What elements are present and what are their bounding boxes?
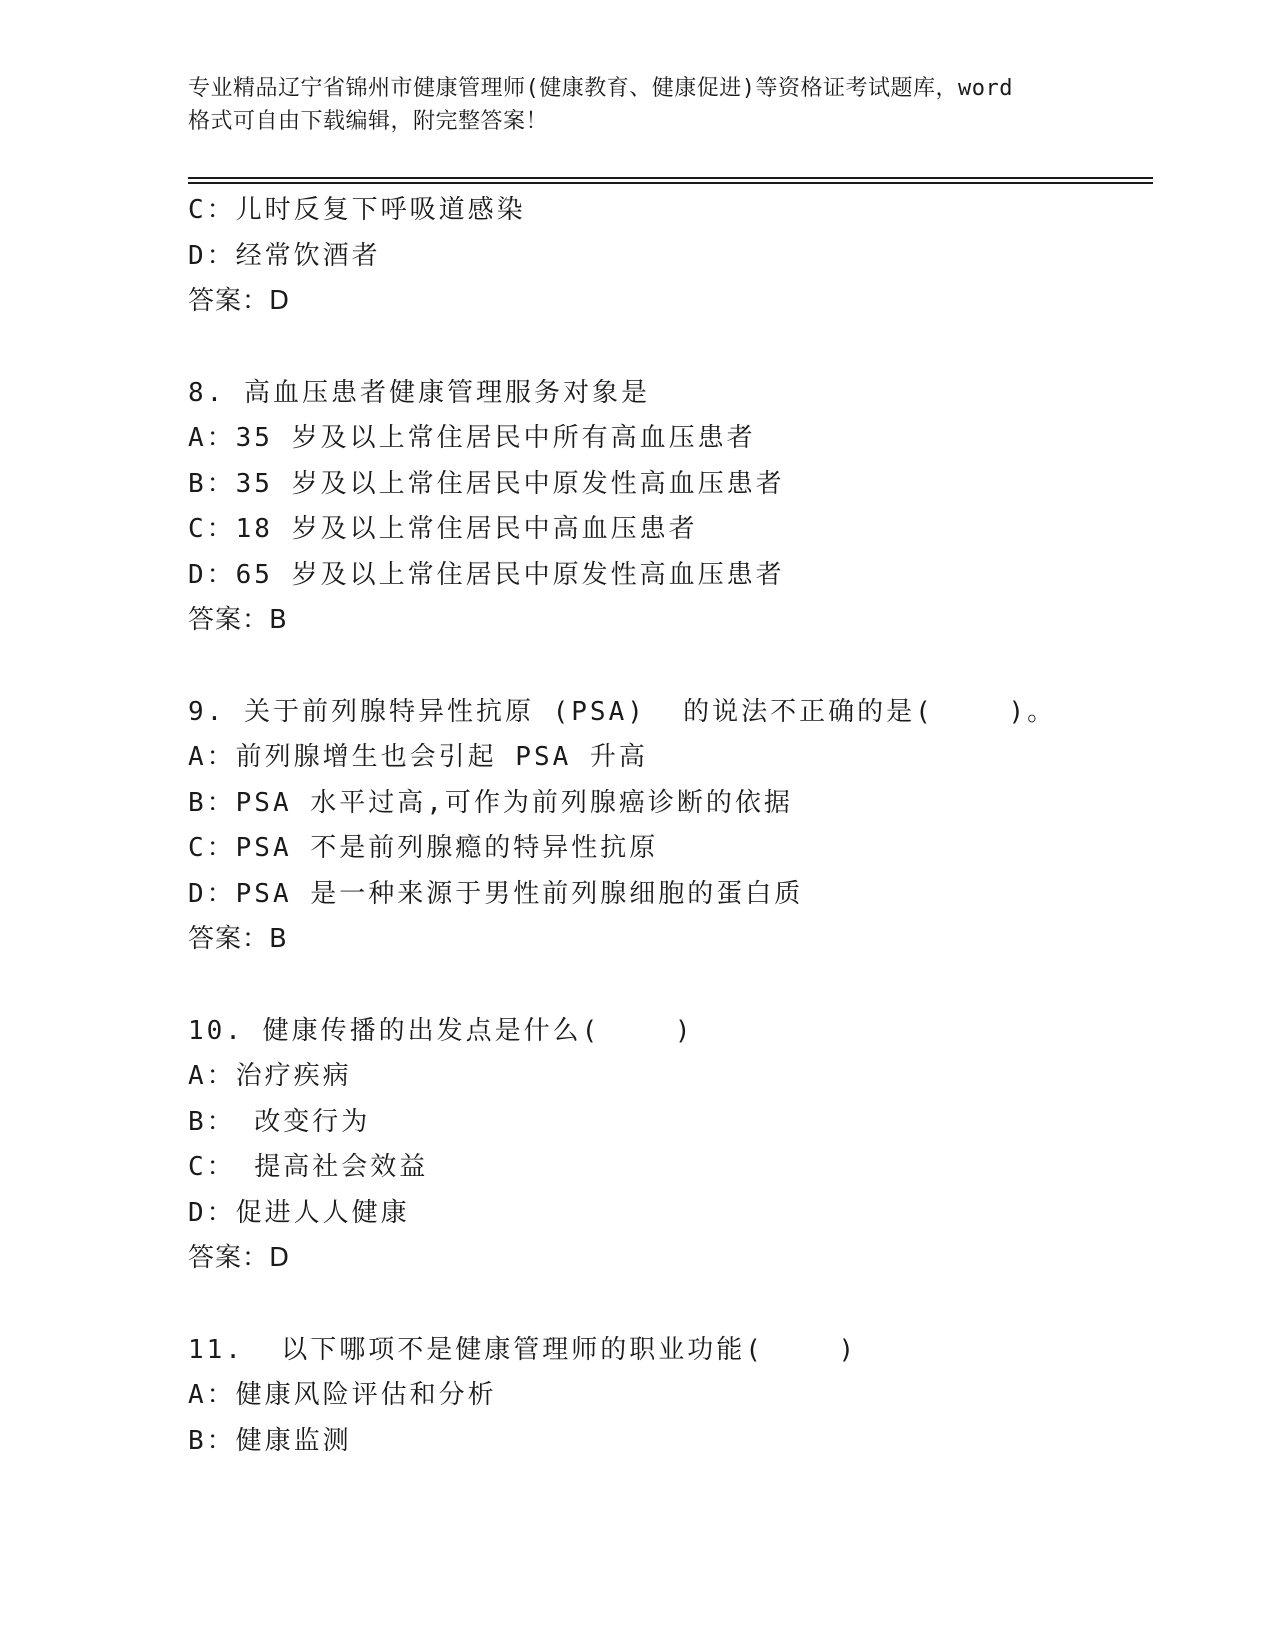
- option-a: A：治疗疾病: [188, 1061, 352, 1091]
- spacer: [188, 963, 1153, 1009]
- question-list: [188, 188, 1153, 1464]
- option-a: A：健康风险评估和分析: [188, 1380, 497, 1410]
- option-c: C： 提高社会效益: [188, 1152, 429, 1182]
- option-b: B： 改变行为: [188, 1106, 371, 1137]
- option-d: D：65 岁及以上常住居民中原发性高血压患者: [188, 559, 785, 590]
- option-c: C：18 岁及以上常住居民中高血压患者: [188, 514, 698, 544]
- header-line-1: 专业精品辽宁省锦州市健康管理师(健康教育、健康促进)等资格证考试题库，word: [188, 76, 1013, 101]
- question-11: [188, 1328, 1153, 1465]
- option-b: B：35 岁及以上常住居民中原发性高血压患者: [188, 468, 785, 499]
- option-d: D：PSA 是一种来源于男性前列腺细胞的蛋白质: [188, 878, 804, 909]
- question-stem: 10. 健康传播的出发点是什么( ): [188, 1015, 694, 1046]
- question-10: [188, 1009, 1153, 1282]
- header-line-2: 格式可自由下载编辑，附完整答案！: [188, 109, 549, 134]
- question-8: [188, 371, 1153, 644]
- option-b: B：健康监测: [188, 1425, 352, 1456]
- question-stem: 8. 高血压患者健康管理服务对象是: [188, 377, 650, 408]
- option-c: C：儿时反复下呼吸道感染: [188, 195, 526, 225]
- answer: 答案：D: [188, 286, 291, 316]
- spacer: [188, 1282, 1153, 1328]
- option-d: D：促进人人健康: [188, 1197, 410, 1228]
- document-header: [188, 72, 1088, 138]
- header-divider-bottom: [188, 182, 1153, 184]
- question-9: [188, 690, 1153, 963]
- header-divider-top: [188, 177, 1153, 179]
- option-a: A：35 岁及以上常住居民中所有高血压患者: [188, 423, 756, 453]
- option-c: C：PSA 不是前列腺瘾的特异性抗原: [188, 833, 659, 863]
- spacer: [188, 644, 1153, 690]
- option-d: D：经常饮酒者: [188, 240, 381, 271]
- option-a: A：前列腺增生也会引起 PSA 升高: [188, 742, 648, 772]
- question-stem: 11. 以下哪项不是健康管理师的职业功能( ): [188, 1334, 858, 1365]
- option-b: B：PSA 水平过高,可作为前列腺癌诊断的依据: [188, 787, 793, 818]
- answer: 答案：B: [188, 924, 288, 954]
- question-7-fragment: [188, 188, 1153, 325]
- answer: 答案：B: [188, 605, 288, 635]
- spacer: [188, 325, 1153, 371]
- question-stem: 9. 关于前列腺特异性抗原 (PSA) 的说法不正确的是( )。: [188, 696, 1057, 727]
- answer: 答案：D: [188, 1243, 291, 1273]
